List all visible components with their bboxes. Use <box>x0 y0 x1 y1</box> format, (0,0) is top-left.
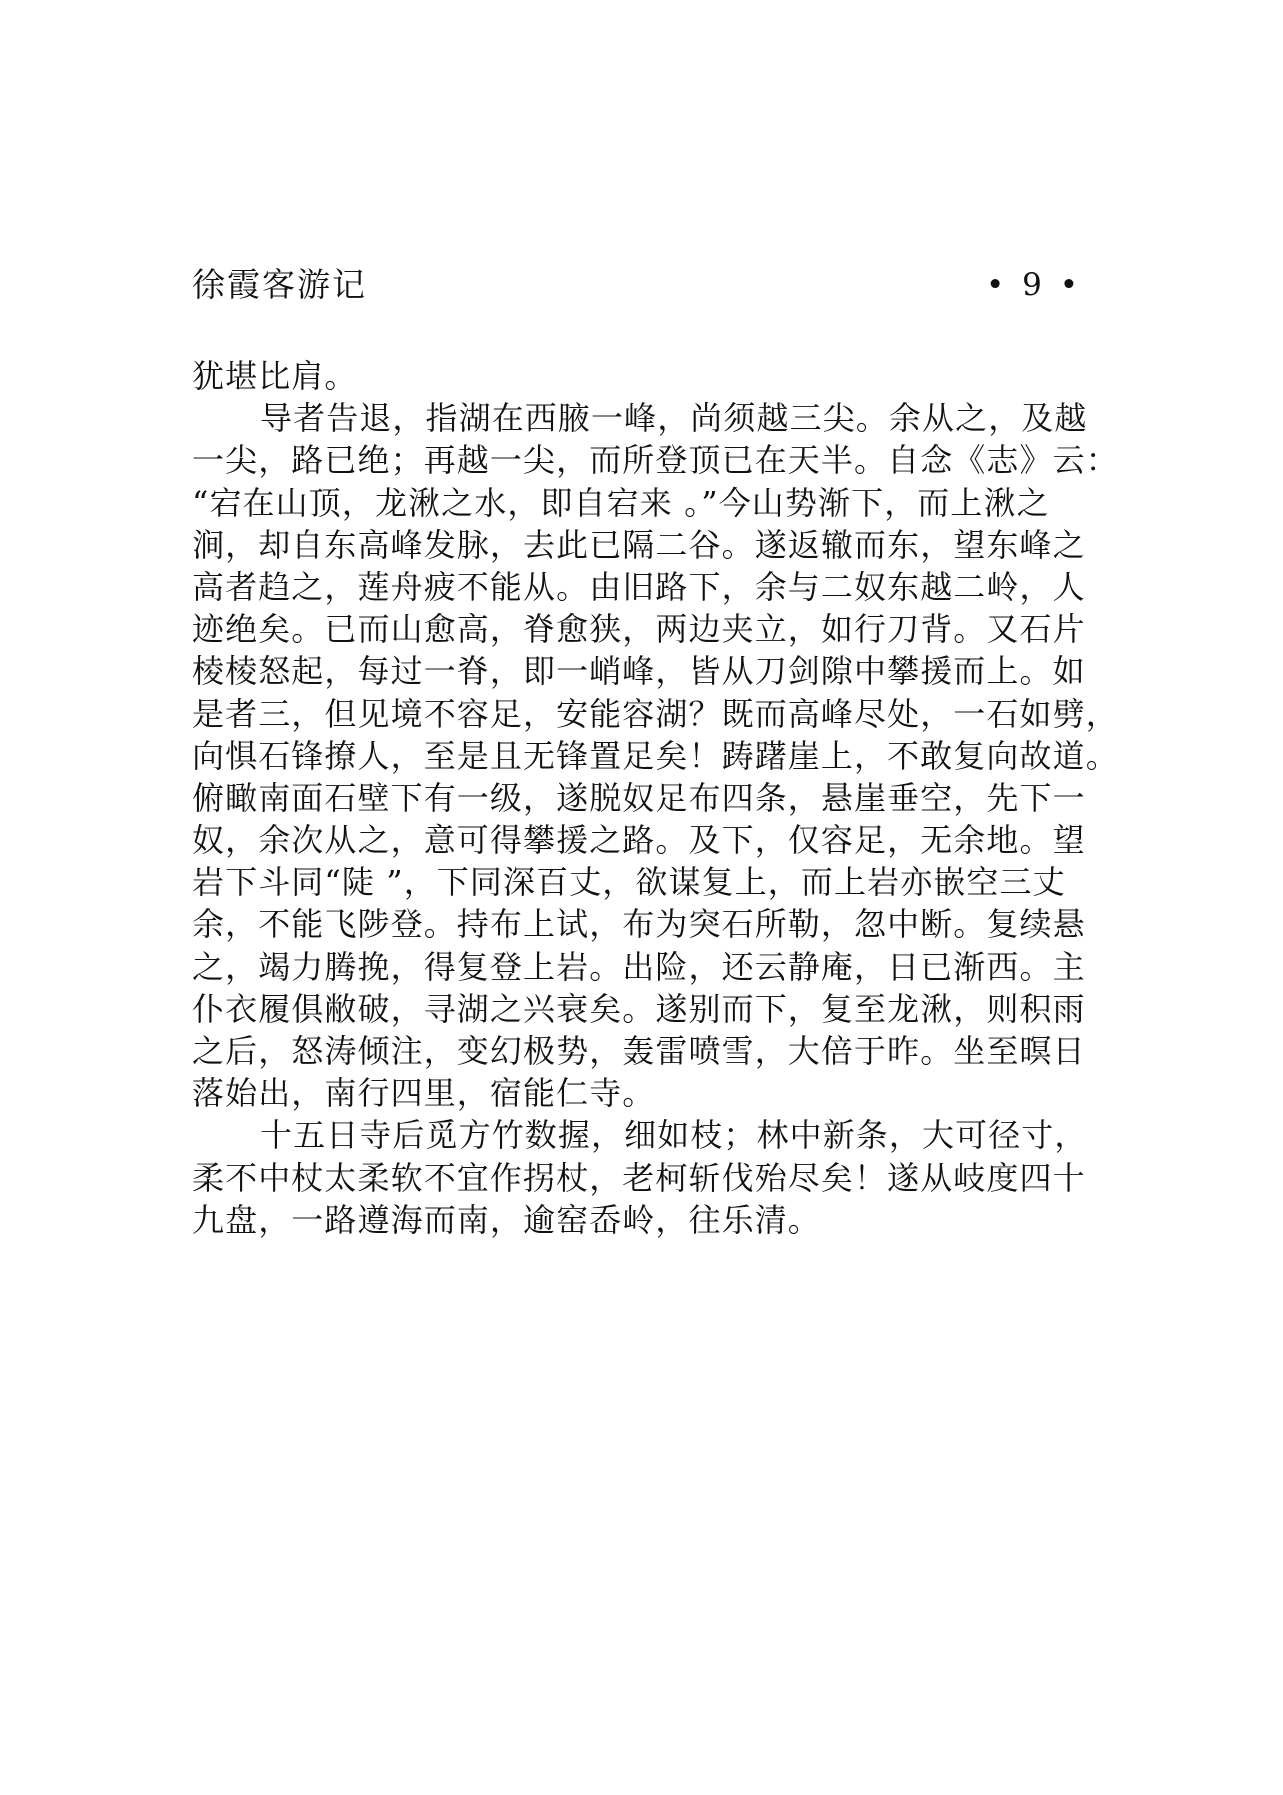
body-text <box>192 355 1119 1241</box>
text-line: 奴，余次从之，意可得攀援之路。及下，仅容足，无余地。望 <box>192 821 1086 860</box>
page-number: • 9 • <box>985 267 1082 303</box>
text-line: 高者趋之，莲舟疲不能从。由旧路下，余与二奴东越二岭，人 <box>192 567 1086 606</box>
text-line: 棱棱怒起，每过一脊，即一峭峰，皆从刀剑隙中攀援而上。如 <box>192 652 1086 691</box>
text-line: 仆衣履俱敝破，寻湖之兴衰矣。遂别而下，复至龙湫，则积雨 <box>192 989 1086 1028</box>
paragraph-start-line: 十五日寺后觅方竹数握，细如枝；林中新条，大可径寸， <box>260 1116 1088 1155</box>
text-line: 之后，怒涛倾注，变幻极势，轰雷喷雪，大倍于昨。坐至暝日 <box>192 1032 1086 1070</box>
text-line: 余，不能飞陟登。持布上试，布为突石所勒，忽中断。复续悬 <box>192 905 1086 944</box>
text-line: 岩下斗同“陡 ”，下同深百丈，欲谋复上，而上岩亦嵌空三丈 <box>192 863 1066 902</box>
text-line: 之，竭力腾挽，得复登上岩。出险，还云静庵，日已渐西。主 <box>192 947 1086 986</box>
book-title: 徐霞客游记 <box>192 265 367 304</box>
text-line: 迹绝矣。已而山愈高，脊愈狭，两边夹立，如行刀背。又石片 <box>192 610 1086 649</box>
text-line: 柔不中杖太柔软不宜作拐杖，老柯斩伐殆尽矣！遂从岐度四十 <box>192 1158 1086 1197</box>
running-header <box>192 263 1082 307</box>
text-line: 犹堪比肩。 <box>192 357 358 395</box>
text-line: 一尖，路已绝；再越一尖，而所登顶已在天半。自念《志》云： <box>192 441 1119 480</box>
text-line: 是者三，但见境不容足，安能容湖？既而高峰尽处，一石如劈， <box>192 694 1119 733</box>
text-line: “宕在山顶，龙湫之水，即自宕来 。”今山势渐下，而上湫之 <box>192 483 1050 522</box>
text-line: 向惧石锋撩人，至是且无锋置足矣！踌躇崖上，不敢复向故道。 <box>192 736 1119 775</box>
text-line: 涧，却自东高峰发脉，去此已隔二谷。遂返辙而东，望东峰之 <box>192 525 1086 564</box>
text-line: 落始出，南行四里，宿能仁寺。 <box>192 1074 656 1113</box>
text-line: 九盘，一路遵海而南，逾窑岙岭，往乐清。 <box>192 1200 821 1239</box>
paragraph-start-line: 导者告退，指湖在西腋一峰，尚须越三尖。余从之，及越 <box>260 399 1088 438</box>
text-line: 俯瞰南面石壁下有一级，遂脱奴足布四条，悬崖垂空，先下一 <box>192 778 1086 817</box>
